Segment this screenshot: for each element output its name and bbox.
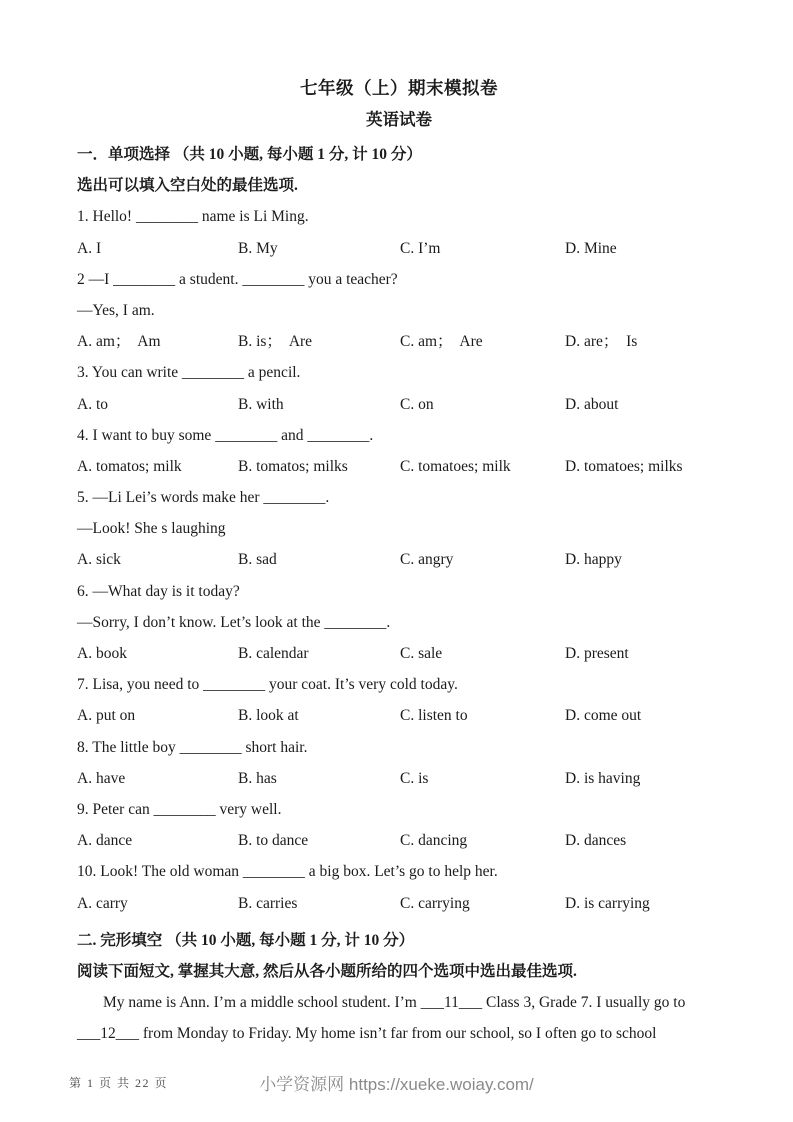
question-9-stem: 9. Peter can ________ very well. xyxy=(77,800,282,818)
option-d: D. come out xyxy=(565,707,642,725)
page-number-info: 第 1 页 共 22 页 xyxy=(69,1076,169,1090)
section1-instruction: 选出可以填入空白处的最佳选项. xyxy=(77,177,298,195)
option-d: D. tomatoes; milks xyxy=(565,457,683,475)
question-8-options xyxy=(77,763,721,794)
question-1-options xyxy=(77,233,721,264)
question-7-options xyxy=(77,700,721,731)
question-2-stem: 2 —I ________ a student. ________ you a teacher? xyxy=(77,270,398,288)
option-a: A. sick xyxy=(77,551,121,569)
option-a: A. have xyxy=(77,769,126,787)
option-a: A. put on xyxy=(77,707,136,725)
question-3-stem: 3. You can write ________ a pencil. xyxy=(77,364,301,382)
option-c: C. carrying xyxy=(400,894,470,912)
option-b: B. is； Are xyxy=(238,333,313,351)
option-d: D. happy xyxy=(565,551,622,569)
question-8-stem: 8. The little boy ________ short hair. xyxy=(77,738,308,756)
option-c: C. I’m xyxy=(400,239,441,257)
option-b: B. calendar xyxy=(238,645,309,662)
option-a: A. carry xyxy=(77,894,128,912)
option-b: B. with xyxy=(238,395,284,413)
option-b: B. look at xyxy=(238,707,299,725)
option-c: C. on xyxy=(400,395,434,413)
option-b: B. carries xyxy=(238,894,298,912)
option-b: B. to dance xyxy=(238,832,309,850)
cloze-passage-line-1: My name is Ann. I’m a middle school student. I’m ___11___ Class 3, Grade 7. I usually go to xyxy=(103,994,686,1012)
option-d: D. present xyxy=(565,645,629,662)
question-9-options xyxy=(77,825,721,856)
option-d: D. is carrying xyxy=(565,894,650,912)
option-a: A. tomatos; milk xyxy=(77,457,182,475)
question-6-stem: 6. —What day is it today? xyxy=(77,582,240,600)
question-10-options xyxy=(77,888,721,919)
watermark-source-url: 小学资源网 https://xueke.woiay.com/ xyxy=(259,1075,534,1094)
option-d: D. is having xyxy=(565,769,641,787)
option-a: A. dance xyxy=(77,832,133,850)
page-footer xyxy=(0,1068,793,1096)
section2-instruction: 阅读下面短文, 掌握其大意, 然后从各小题所给的四个选项中选出最佳选项. xyxy=(77,962,577,980)
cloze-passage-line-2: ___12___ from Monday to Friday. My home isn’t far from our school, so I often go to school xyxy=(77,1025,657,1043)
question-1-stem: 1. Hello! ________ name is Li Ming. xyxy=(77,208,309,226)
option-c: C. am； Are xyxy=(400,333,483,351)
option-b: B. has xyxy=(238,769,277,787)
question-2-stem-reply: —Yes, I am. xyxy=(77,301,155,319)
option-b: B. My xyxy=(238,239,278,257)
question-6-options xyxy=(77,638,721,669)
option-d: D. about xyxy=(565,395,619,413)
question-5-stem: 5. —Li Lei’s words make her ________. xyxy=(77,489,330,507)
option-c: C. tomatoes; milk xyxy=(400,457,511,475)
question-3-options xyxy=(77,389,721,420)
option-c: C. sale xyxy=(400,645,443,662)
option-d: D. dances xyxy=(565,832,627,850)
question-2-options xyxy=(77,326,721,357)
option-c: C. listen to xyxy=(400,707,468,725)
option-d: D. are； Is xyxy=(565,333,638,351)
option-b: B. sad xyxy=(238,551,277,569)
option-c: C. angry xyxy=(400,551,454,569)
question-4-stem: 4. I want to buy some ________ and ________. xyxy=(77,426,374,444)
section1-heading: 一．单项选择 （共 10 小题, 每小题 1 分, 计 10 分） xyxy=(77,146,422,163)
option-d: D. Mine xyxy=(565,239,617,257)
question-4-options xyxy=(77,451,721,482)
option-c: C. is xyxy=(400,769,429,787)
option-c: C. dancing xyxy=(400,832,468,850)
option-a: A. I xyxy=(77,239,102,257)
question-7-stem: 7. Lisa, you need to ________ your coat. It’s very cold today. xyxy=(77,676,458,694)
question-5-options xyxy=(77,544,721,575)
question-5-stem-reply: —Look! She s laughing xyxy=(77,520,226,538)
option-a: A. to xyxy=(77,395,108,413)
page-subtitle: 英语试卷 xyxy=(366,110,432,129)
page-title: 七年级（上）期末模拟卷 xyxy=(300,78,498,98)
option-b: B. tomatos; milks xyxy=(238,457,348,475)
option-a: A. book xyxy=(77,645,127,662)
question-6-stem-reply: —Sorry, I don’t know. Let’s look at the ________. xyxy=(77,613,391,631)
question-10-stem: 10. Look! The old woman ________ a big box. Let’s go to help her. xyxy=(77,863,498,881)
option-a: A. am； Am xyxy=(77,333,161,351)
section2-heading: 二. 完形填空 （共 10 小题, 每小题 1 分, 计 10 分） xyxy=(77,931,415,949)
